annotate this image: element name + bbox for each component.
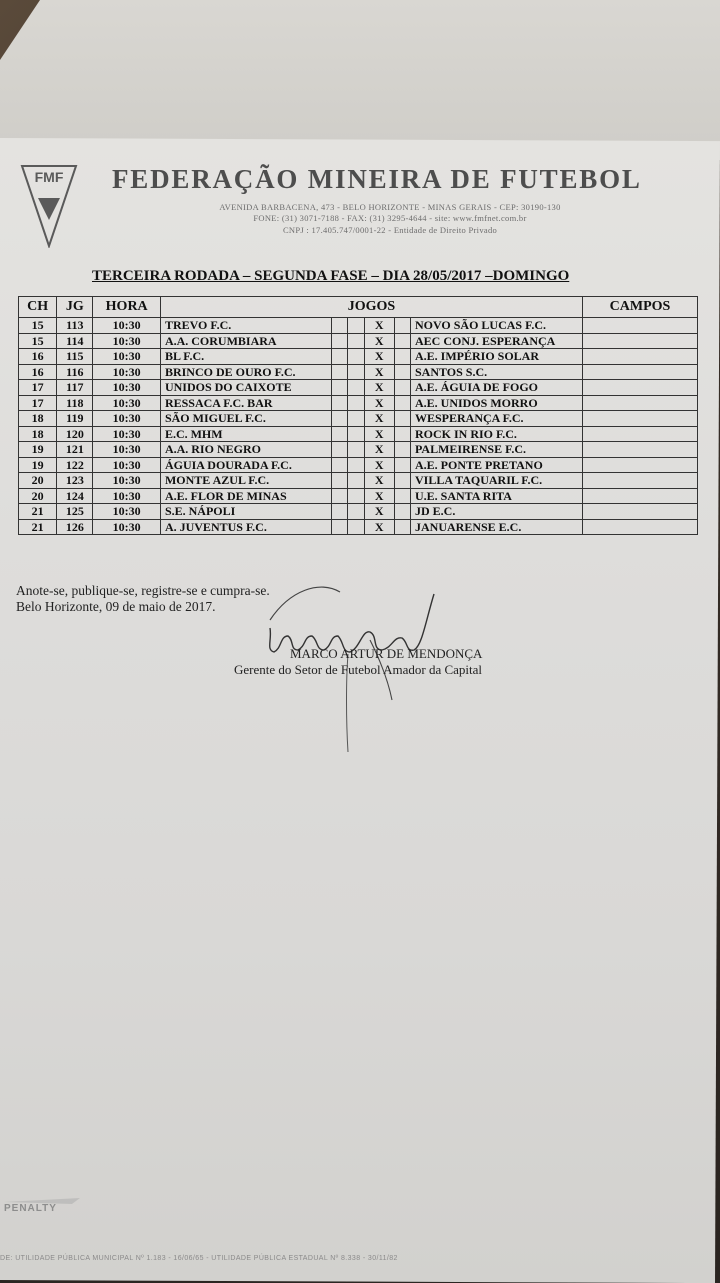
cnpj-line: CNPJ : 17.405.747/0001-22 - Entidade de Direito Privado: [282, 225, 498, 235]
cell-spacer: [348, 364, 364, 380]
table-row: [19, 488, 698, 504]
cell-hora: 10:30: [93, 318, 161, 334]
header-campos: CAMPOS: [582, 297, 697, 318]
cell-campo: [582, 519, 697, 535]
cell-hora: 10:30: [93, 426, 161, 442]
cell-ch: 21: [19, 504, 57, 520]
cell-jg: 124: [57, 488, 93, 504]
cell-home-team: SÃO MIGUEL F.C.: [160, 411, 331, 427]
cell-home-team: TREVO F.C.: [160, 318, 331, 334]
table-row: [19, 473, 698, 489]
cell-spacer: [348, 457, 364, 473]
header-jogos: JOGOS: [160, 297, 582, 318]
cell-campo: [582, 364, 697, 380]
cell-jg: 118: [57, 395, 93, 411]
cell-spacer: [394, 364, 410, 380]
federation-title: FEDERAÇÃO MINEIRA DE FUTEBOL: [112, 164, 642, 194]
closing-line-1: Anote-se, publique-se, registre-se e cumpra-se.: [16, 583, 270, 598]
cell-spacer: [394, 442, 410, 458]
cell-spacer: [332, 504, 348, 520]
cell-jg: 123: [57, 473, 93, 489]
cell-spacer: [348, 318, 364, 334]
cell-home-team: BRINCO DE OURO F.C.: [160, 364, 331, 380]
cell-away-team: A.E. ÁGUIA DE FOGO: [410, 380, 582, 396]
cell-ch: 19: [19, 457, 57, 473]
cell-away-team: WESPERANÇA F.C.: [410, 411, 582, 427]
cell-spacer: [332, 488, 348, 504]
cell-campo: [582, 504, 697, 520]
cell-jg: 115: [57, 349, 93, 365]
cell-versus: X: [364, 333, 394, 349]
cell-campo: [582, 380, 697, 396]
cell-versus: X: [364, 364, 394, 380]
fmf-logo-icon: [20, 162, 78, 248]
cell-spacer: [394, 411, 410, 427]
cell-spacer: [332, 318, 348, 334]
cell-campo: [582, 473, 697, 489]
games-body: [19, 318, 698, 535]
header-hora: HORA: [93, 297, 161, 318]
cell-away-team: U.E. SANTA RITA: [410, 488, 582, 504]
cell-versus: X: [364, 411, 394, 427]
cell-ch: 18: [19, 411, 57, 427]
table-row: [19, 349, 698, 365]
cell-campo: [582, 426, 697, 442]
cell-jg: 117: [57, 380, 93, 396]
cell-spacer: [348, 380, 364, 396]
cell-campo: [582, 318, 697, 334]
table-row: [19, 426, 698, 442]
cell-ch: 19: [19, 442, 57, 458]
penalty-watermark: PENALTY: [4, 1203, 57, 1214]
cell-home-team: BL F.C.: [160, 349, 331, 365]
cell-spacer: [332, 349, 348, 365]
cell-hora: 10:30: [93, 504, 161, 520]
cell-home-team: A. JUVENTUS F.C.: [160, 519, 331, 535]
cell-spacer: [332, 519, 348, 535]
cell-versus: X: [364, 519, 394, 535]
cell-spacer: [348, 504, 364, 520]
cell-hora: 10:30: [93, 411, 161, 427]
cell-versus: X: [364, 380, 394, 396]
cell-ch: 20: [19, 473, 57, 489]
cell-spacer: [394, 473, 410, 489]
cell-hora: 10:30: [93, 488, 161, 504]
cell-spacer: [332, 395, 348, 411]
cell-home-team: ÁGUIA DOURADA F.C.: [160, 457, 331, 473]
table-row: [19, 457, 698, 473]
cell-away-team: JANUARENSE E.C.: [410, 519, 582, 535]
cell-away-team: VILLA TAQUARIL F.C.: [410, 473, 582, 489]
cell-home-team: UNIDOS DO CAIXOTE: [160, 380, 331, 396]
cell-hora: 10:30: [93, 457, 161, 473]
cell-ch: 16: [19, 364, 57, 380]
cell-spacer: [332, 411, 348, 427]
cell-ch: 17: [19, 380, 57, 396]
cell-versus: X: [364, 504, 394, 520]
cell-away-team: A.E. UNIDOS MORRO: [410, 395, 582, 411]
cell-hora: 10:30: [93, 442, 161, 458]
cell-campo: [582, 457, 697, 473]
cell-spacer: [332, 364, 348, 380]
cell-versus: X: [364, 473, 394, 489]
table-row: [19, 519, 698, 535]
signatory-name: MARCO ARTUR DE MENDONÇA: [290, 646, 483, 661]
cell-ch: 15: [19, 318, 57, 334]
cell-hora: 10:30: [93, 380, 161, 396]
cell-spacer: [332, 457, 348, 473]
header-ch: CH: [19, 297, 57, 318]
cell-spacer: [394, 349, 410, 365]
cell-home-team: S.E. NÁPOLI: [160, 504, 331, 520]
cell-away-team: ROCK IN RIO F.C.: [410, 426, 582, 442]
table-row: [19, 395, 698, 411]
cell-spacer: [348, 488, 364, 504]
cell-home-team: A.A. RIO NEGRO: [160, 442, 331, 458]
cell-home-team: MONTE AZUL F.C.: [160, 473, 331, 489]
cell-jg: 119: [57, 411, 93, 427]
cell-away-team: A.E. IMPÉRIO SOLAR: [410, 349, 582, 365]
cell-jg: 116: [57, 364, 93, 380]
cell-spacer: [394, 519, 410, 535]
cell-spacer: [348, 519, 364, 535]
cell-ch: 21: [19, 519, 57, 535]
cell-away-team: PALMEIRENSE F.C.: [410, 442, 582, 458]
cell-away-team: SANTOS S.C.: [410, 364, 582, 380]
cell-spacer: [394, 504, 410, 520]
cell-spacer: [332, 333, 348, 349]
cell-versus: X: [364, 488, 394, 504]
cell-hora: 10:30: [93, 519, 161, 535]
cell-spacer: [394, 380, 410, 396]
cell-away-team: A.E. PONTE PRETANO: [410, 457, 582, 473]
cell-spacer: [332, 426, 348, 442]
cell-away-team: NOVO SÃO LUCAS F.C.: [410, 318, 582, 334]
cell-spacer: [348, 395, 364, 411]
cell-ch: 20: [19, 488, 57, 504]
cell-campo: [582, 395, 697, 411]
phone-line: FONE: (31) 3071-7188 - FAX: (31) 3295-4644 - site: www.fmfnet.com.br: [253, 213, 527, 223]
table-row: [19, 380, 698, 396]
cell-jg: 121: [57, 442, 93, 458]
cell-home-team: E.C. MHM: [160, 426, 331, 442]
paper-underneath: [0, 0, 720, 160]
cell-versus: X: [364, 442, 394, 458]
cell-hora: 10:30: [93, 395, 161, 411]
cell-hora: 10:30: [93, 364, 161, 380]
cell-ch: 16: [19, 349, 57, 365]
table-row: [19, 333, 698, 349]
logo-text: FMF: [34, 169, 64, 185]
cell-spacer: [348, 333, 364, 349]
cell-hora: 10:30: [93, 333, 161, 349]
cell-home-team: A.A. CORUMBIARA: [160, 333, 331, 349]
table-row: [19, 411, 698, 427]
closing-line-2: Belo Horizonte, 09 de maio de 2017.: [16, 599, 216, 614]
footer-text: DE: UTILIDADE PÚBLICA MUNICIPAL Nº 1.183 - 16/06/65 - UTILIDADE PÚBLICA ESTADUAL Nº 8.338 - 30/11/82: [0, 1255, 398, 1262]
cell-spacer: [348, 411, 364, 427]
cell-spacer: [332, 442, 348, 458]
address-line: AVENIDA BARBACENA, 473 - BELO HORIZONTE - MINAS GERAIS - CEP: 30190-130: [219, 202, 561, 212]
cell-versus: X: [364, 457, 394, 473]
cell-jg: 114: [57, 333, 93, 349]
cell-spacer: [394, 318, 410, 334]
cell-spacer: [348, 349, 364, 365]
cell-ch: 17: [19, 395, 57, 411]
cell-jg: 120: [57, 426, 93, 442]
cell-campo: [582, 488, 697, 504]
cell-spacer: [348, 426, 364, 442]
table-header-row: [19, 297, 698, 318]
cell-jg: 122: [57, 457, 93, 473]
header-jg: JG: [57, 297, 93, 318]
cell-jg: 126: [57, 519, 93, 535]
cell-campo: [582, 333, 697, 349]
cell-jg: 125: [57, 504, 93, 520]
cell-ch: 15: [19, 333, 57, 349]
cell-versus: X: [364, 426, 394, 442]
cell-campo: [582, 442, 697, 458]
cell-spacer: [394, 333, 410, 349]
table-row: [19, 318, 698, 334]
table-row: [19, 504, 698, 520]
cell-versus: X: [364, 395, 394, 411]
cell-spacer: [332, 473, 348, 489]
cell-spacer: [394, 457, 410, 473]
cell-away-team: JD E.C.: [410, 504, 582, 520]
cell-away-team: AEC CONJ. ESPERANÇA: [410, 333, 582, 349]
cell-jg: 113: [57, 318, 93, 334]
cell-hora: 10:30: [93, 473, 161, 489]
table-row: [19, 364, 698, 380]
cell-versus: X: [364, 349, 394, 365]
cell-ch: 18: [19, 426, 57, 442]
cell-campo: [582, 349, 697, 365]
cell-spacer: [394, 488, 410, 504]
cell-spacer: [394, 395, 410, 411]
cell-spacer: [332, 380, 348, 396]
cell-home-team: RESSACA F.C. BAR: [160, 395, 331, 411]
cell-hora: 10:30: [93, 349, 161, 365]
cell-campo: [582, 411, 697, 427]
round-title: TERCEIRA RODADA – SEGUNDA FASE – DIA 28/05/2017 –DOMINGO: [92, 268, 570, 284]
table-row: [19, 442, 698, 458]
cell-spacer: [394, 426, 410, 442]
cell-spacer: [348, 442, 364, 458]
cell-spacer: [348, 473, 364, 489]
signatory-role: Gerente do Setor de Futebol Amador da Capital: [234, 662, 483, 677]
games-table: [18, 296, 698, 535]
cell-versus: X: [364, 318, 394, 334]
cell-home-team: A.E. FLOR DE MINAS: [160, 488, 331, 504]
